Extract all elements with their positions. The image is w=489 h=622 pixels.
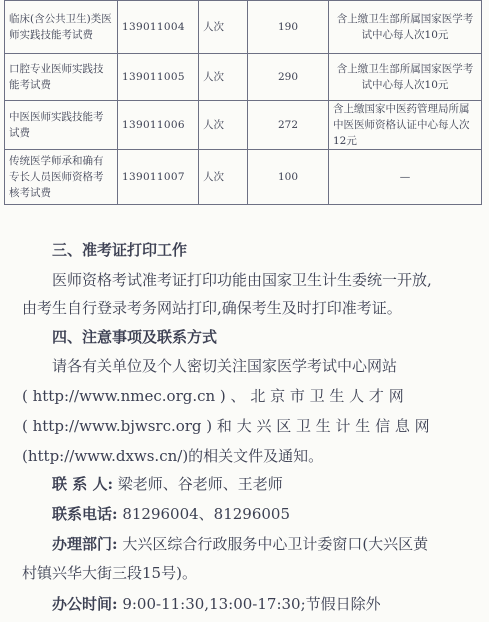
- contact-phone-label: 联系电话:: [52, 505, 118, 523]
- item-code-cell: 139011005: [118, 54, 199, 101]
- item-code-cell: 139011006: [118, 101, 199, 150]
- item-price-cell: 272: [248, 101, 329, 150]
- office-department-label: 办理部门:: [52, 535, 118, 553]
- table-row: [5, 101, 482, 150]
- notice-paragraph-line1: 请各有关单位及个人密切关注国家医学考试中心网站: [52, 357, 398, 375]
- item-price-cell: 100: [248, 150, 329, 205]
- fee-table: [4, 0, 482, 205]
- item-name-cell: 临床(含公共卫生)类医师实践技能考试费: [5, 1, 118, 54]
- contact-person-label: 联 系 人:: [52, 475, 113, 493]
- section3-paragraph-line1: 医师资格考试准考证打印功能由国家卫生计生委统一开放,: [52, 271, 432, 289]
- item-name-cell: 口腔专业医师实践技能考试费: [5, 54, 118, 101]
- office-hours-row: [52, 594, 381, 614]
- office-department-value-line2: 村镇兴华大街三段15号)。: [22, 564, 197, 582]
- item-unit-cell: 人次: [199, 1, 248, 54]
- contact-phone-value: 81296004、81296005: [122, 505, 291, 523]
- item-name-cell: 中医医师实践技能考试费: [5, 101, 118, 150]
- office-hours-label: 办公时间:: [52, 595, 118, 613]
- table-row: [5, 54, 482, 101]
- notice-paragraph-line3: ( http://www.bjwsrc.org ) 和 大 兴 区 卫 生 计 生 信 息 网: [22, 417, 430, 435]
- item-unit-cell: 人次: [199, 150, 248, 205]
- section4-heading: 四、注意事项及联系方式: [52, 328, 218, 346]
- item-code-cell: 139011007: [118, 150, 199, 205]
- contact-phone-row: [52, 504, 290, 524]
- item-note-cell: 含上缴国家中医药管理局所属中医医师资格认证中心每人次12元: [329, 101, 482, 150]
- item-note-cell: —: [329, 150, 482, 205]
- notice-paragraph-line4: (http://www.dxws.cn/)的相关文件及通知。: [22, 447, 324, 465]
- contact-person-row: [52, 474, 283, 494]
- table-row: [5, 150, 482, 205]
- item-unit-cell: 人次: [199, 54, 248, 101]
- notice-paragraph-line2: ( http://www.nmec.org.cn ) 、 北 京 市 卫 生 人 才 网: [22, 387, 404, 405]
- section3-paragraph-line2: 由考生自行登录考务网站打印,确保考生及时打印准考证。: [22, 299, 402, 317]
- item-name-cell: 传统医学师承和确有专长人员医师资格考核考试费: [5, 150, 118, 205]
- item-note-cell: 含上缴卫生部所属国家医学考试中心每人次10元: [329, 54, 482, 101]
- table-row: [5, 1, 482, 54]
- office-department-row: [52, 534, 428, 554]
- item-unit-cell: 人次: [199, 101, 248, 150]
- contact-person-value: 梁老师、谷老师、王老师: [117, 475, 283, 493]
- item-note-cell: 含上缴卫生部所属国家医学考试中心每人次10元: [329, 1, 482, 54]
- item-price-cell: 190: [248, 1, 329, 54]
- item-price-cell: 290: [248, 54, 329, 101]
- item-code-cell: 139011004: [118, 1, 199, 54]
- office-hours-value: 9:00-11:30,13:00-17:30;节假日除外: [122, 595, 381, 613]
- office-department-value: 大兴区综合行政服务中心卫计委窗口(大兴区黄: [122, 535, 429, 553]
- section3-heading: 三、准考证打印工作: [52, 241, 188, 259]
